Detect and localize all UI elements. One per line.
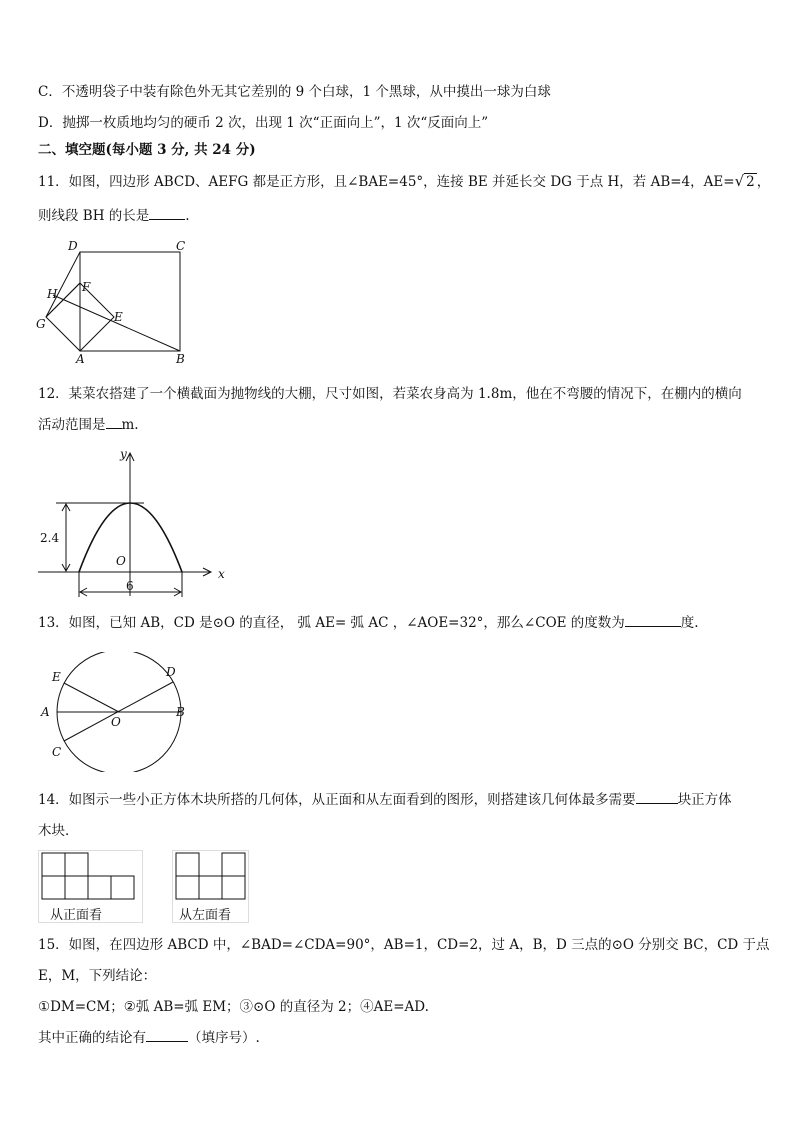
label-b: B [176,352,185,366]
label-o: O [111,715,121,729]
figure-q12-parabola [34,444,234,602]
q13-text-b: 度. [680,615,699,631]
q13-text-a: 13．如图，已知 AB，CD 是⊙O 的直径， 弧 AE= 弧 AC ，∠AOE=32°，那么∠COE 的度数为 [38,615,625,631]
figure-q13-circle [36,652,196,772]
left-cell-4 [199,876,222,899]
front-cell-6 [111,876,134,899]
label-b: B [176,705,185,719]
left-cell-3 [176,876,199,899]
label-a: A [76,352,85,366]
q14-line1 [38,791,732,809]
q15-line3: ①DM=CM；②弧 AB=弧 EM；③⊙O 的直径为 2；④AE=AD. [38,999,429,1015]
label-c: C [176,239,186,253]
q11-text-b: ， [756,174,771,190]
left-cell-2 [222,853,245,876]
label-c: C [52,745,62,759]
q12-answer-blank[interactable] [106,416,122,429]
q12-text-b: 活动范围是 [38,417,106,433]
label-f: F [82,280,91,294]
option-d: D．抛掷一枚质地均匀的硬币 2 次，出现 1 次“正面向上”，1 次“反面向上” [38,115,489,131]
label-d: D [166,665,176,679]
q12-text-c: m. [121,417,139,433]
chord-oe [64,683,119,712]
front-view-caption: 从正面看 [50,908,103,923]
label-y: y [120,447,127,461]
label-e: E [114,310,123,324]
label-d: D [68,239,78,253]
front-cell-1 [42,853,65,876]
q12-line1: 12．某菜农搭建了一个横截面为抛物线的大棚，尺寸如图，若菜农身高为 1.8m，他在不弯腰的情况下，在棚内的横向 [38,386,742,402]
label-x: x [218,567,225,581]
q11-text-d: . [185,208,190,224]
q15-text-d: 其中正确的结论有 [38,1030,146,1046]
sqrt-sign: √ [734,172,745,190]
q13-line [38,614,699,632]
q12-line2 [38,416,139,434]
q11-text-c: 则线段 BH 的长是 [38,208,150,224]
q11-line2 [38,207,190,225]
q14-text-a: 14．如图示一些小正方体木块所搭的几何体，从正面和从左面看到的图形，则搭建该几何体最多需要 [38,792,636,808]
option-c: C．不透明袋子中装有除色外无其它差别的 9 个白球，1 个黑球，从中摸出一球为白球 [38,84,551,100]
q15-line1: 15．如图，在四边形 ABCD 中，∠BAD=∠CDA=90°，AB=1，CD=2，过 A，B，D 三点的⊙O 分别交 BC，CD 于点 [38,937,770,953]
label-origin: O [116,554,126,568]
front-cell-3 [42,876,65,899]
q11-sqrt-value: 2 [746,174,755,190]
q14-text-b: 块正方体 [677,792,732,808]
q14-answer-blank[interactable] [636,791,678,804]
front-cell-2 [65,853,88,876]
q11-answer-blank[interactable] [149,207,185,220]
label-height: 2.4 [40,531,60,545]
label-h: H [47,287,58,301]
q15-answer-blank[interactable] [146,1029,188,1042]
label-g: G [36,317,46,331]
section-title: 二、填空题(每小题 3 分, 共 24 分) [38,142,256,158]
q15-line4 [38,1029,260,1047]
q15-line2: E，M，下列结论： [38,968,157,984]
q11-line1 [38,172,770,191]
left-cell-1 [176,853,199,876]
label-a: A [41,705,50,719]
left-view-caption: 从左面看 [179,908,232,923]
front-cell-4 [65,876,88,899]
q11-text-a: 11．如图，四边形 ABCD、AEFG 都是正方形，且∠BAE=45°，连接 BE 并延长交 DG 于点 H，若 AB=4，AE= [38,174,735,190]
figure-q11-squares [30,236,200,368]
label-e: E [52,670,61,684]
front-cell-5 [88,876,111,899]
q14-line2: 木块． [38,823,79,839]
left-cell-5 [222,876,245,899]
segment-dg [46,252,80,317]
q15-text-e: （填序号）. [188,1030,260,1046]
label-width: 6 [126,579,134,593]
q13-answer-blank[interactable] [625,614,681,627]
